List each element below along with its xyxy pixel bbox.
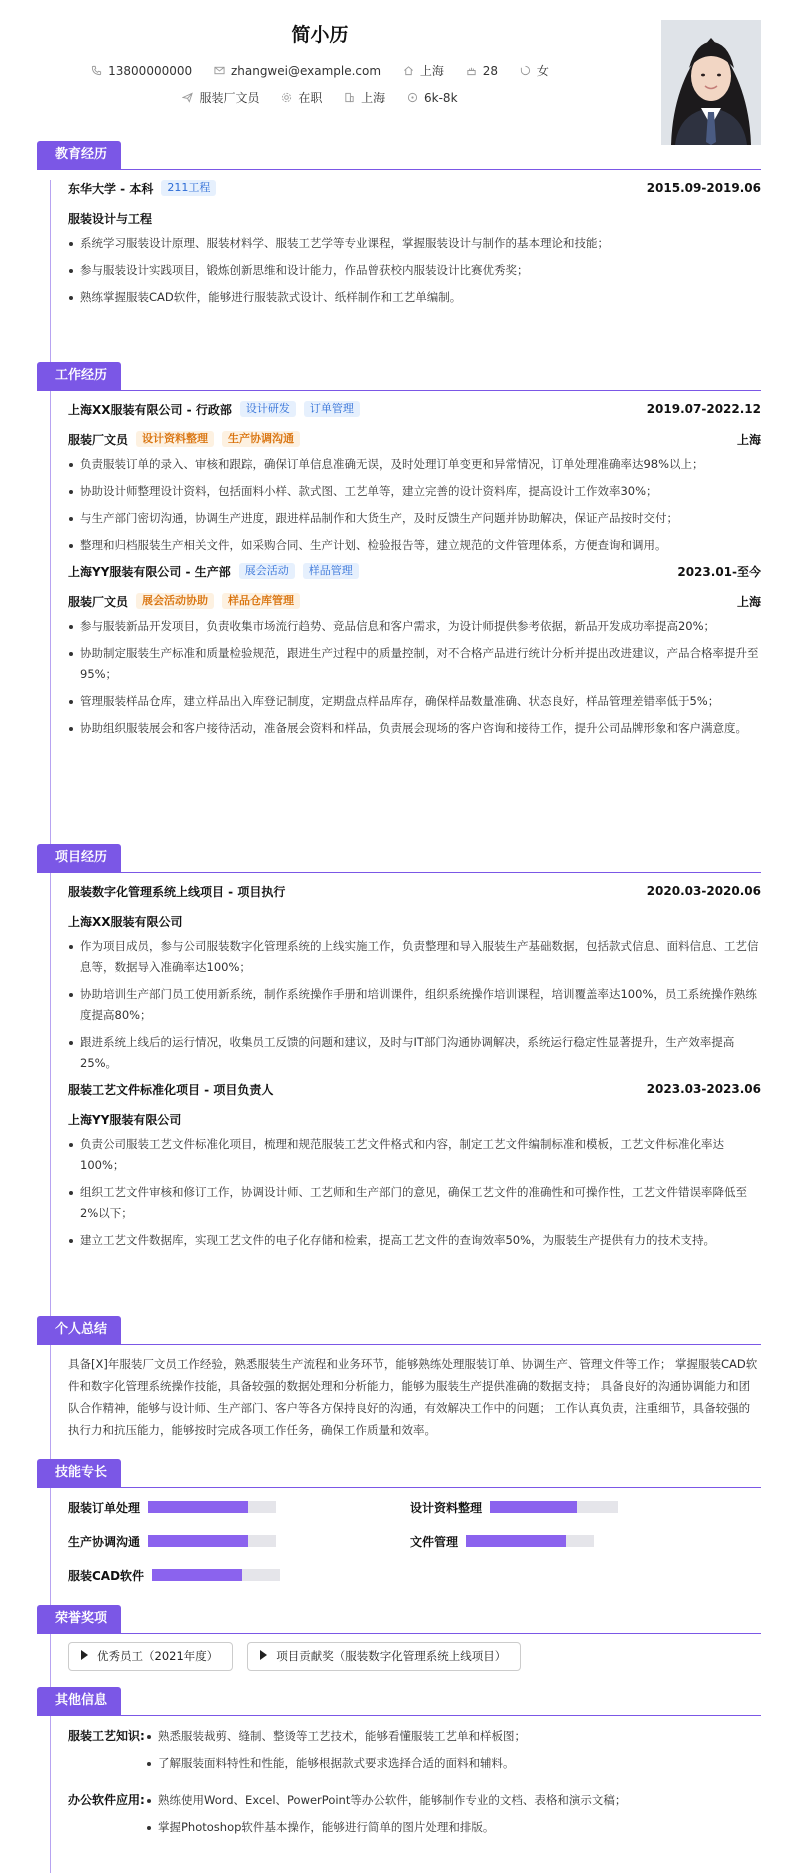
work-location: 上海	[736, 432, 761, 447]
other-label: 服装工艺知识:	[68, 1729, 145, 1743]
role-tag: 展会活动协助	[136, 593, 214, 609]
play-icon	[81, 1650, 88, 1660]
section-title: 教育经历	[37, 141, 121, 169]
list-item: 建立工艺文件数据库，实现工艺文件的电子化存储和检索，提高工艺文件的查询效率50%，为服装生产提供有力的技术支持。	[68, 1230, 761, 1251]
project-title: 服装工艺文件标准化项目 - 项目负责人	[68, 1082, 274, 1097]
profile-photo	[661, 20, 761, 145]
education-date: 2015.09-2019.06	[646, 181, 761, 195]
target-city-text: 上海	[361, 91, 386, 105]
section-title: 工作经历	[37, 362, 121, 390]
education-section	[37, 142, 761, 314]
list-item: 管理服装样品仓库，建立样品出入库登记制度，定期盘点样品库存，确保样品数量准确、状态良好，样品管理差错率低于5%；	[68, 691, 761, 712]
list-item: 熟练使用Word、Excel、PowerPoint等办公软件，能够制作专业的文档、表格和演示文稿；	[146, 1790, 626, 1811]
play-icon	[260, 1650, 267, 1660]
work-date: 2019.07-2022.12	[646, 402, 761, 416]
major	[68, 209, 761, 227]
list-item: 协助组织服装展会和客户接待活动，准备展会资料和样品，负责展会现场的客户咨询和接待工作，提升公司品牌形象和客户满意度。	[68, 718, 761, 739]
city-item	[403, 62, 444, 79]
work-section	[37, 363, 761, 745]
profile-photo-image	[661, 20, 761, 145]
projects-section	[37, 845, 761, 1257]
section-title: 个人总结	[37, 1316, 121, 1344]
summary-text: 具备[X]年服装厂文员工作经验，熟悉服装生产流程和业务环节，能够熟练处理服装订单、协调生产、管理文件等工作； 掌握服装CAD软件和数字化管理系统操作技能，具备较强的数据处理和分析能力，能够为服装生产提供准确的数据支持； 具备良好的沟通协调能力和团队合作精神，能够与设计师、生产部门、客户等各方保持良好的沟通，有效解决工作中的问题； 工作认真负责，注重细节，具备较强的执行力和抗压能力，能够按时完成各项工作任务，确保工作质量和效率。	[68, 1357, 758, 1437]
award-text: 项目贡献奖（服装数字化管理系统上线项目）	[276, 1649, 507, 1663]
home-icon	[403, 65, 414, 76]
list-item: 与生产部门密切沟通，协调生产进度，跟进样品制作和大货生产，及时反馈生产问题并协助解决，保证产品按时交付；	[68, 508, 761, 529]
list-item: 熟练掌握服装CAD软件，能够进行服装款式设计、纸样制作和工艺单编制。	[68, 287, 761, 308]
award-item	[247, 1642, 521, 1671]
project-date: 2020.03-2020.06	[646, 884, 761, 898]
phone-item	[91, 64, 192, 78]
skill-bar-fill	[148, 1535, 248, 1547]
list-item: 协助培训生产部门员工使用新系统，制作系统操作手册和培训课件，组织系统操作培训课程，培训覆盖率达100%，员工系统操作熟练度提高80%；	[68, 984, 761, 1026]
skill-bar-fill	[148, 1501, 248, 1513]
contact-row	[0, 62, 640, 79]
skill-bar	[148, 1501, 276, 1513]
building-icon	[344, 92, 355, 103]
skill-bar	[490, 1501, 618, 1513]
project-title: 服装数字化管理系统上线项目 - 项目执行	[68, 884, 286, 899]
award-text: 优秀员工（2021年度）	[97, 1649, 219, 1663]
awards-section	[37, 1606, 761, 1671]
other-section	[37, 1688, 761, 1844]
section-title: 技能专长	[37, 1459, 121, 1487]
skill-label: 设计资料整理	[410, 1500, 483, 1515]
gender-icon	[520, 65, 531, 76]
other-bullets	[146, 1726, 526, 1780]
status-item	[281, 89, 322, 106]
project-company	[68, 912, 761, 930]
school-name: 东华大学 - 本科	[68, 181, 154, 196]
city-text: 上海	[419, 64, 444, 78]
skill-item	[410, 1530, 752, 1552]
role-tag: 设计资料整理	[136, 431, 214, 447]
skill-label: 文件管理	[410, 1534, 459, 1549]
skill-bar	[148, 1535, 276, 1547]
major-text: 服装设计与工程	[68, 211, 153, 226]
company-tag: 设计研发	[240, 401, 296, 417]
list-item: 熟悉服装裁剪、缝制、整烫等工艺技术，能够看懂服装工艺单和样板图；	[146, 1726, 526, 1747]
work-role-row	[68, 430, 761, 448]
company-name: 上海XX服装有限公司 - 行政部	[68, 402, 232, 417]
email-text: zhangwei@example.com	[230, 64, 382, 78]
project-company-text: 上海YY服装有限公司	[68, 1112, 182, 1127]
summary-section	[37, 1317, 761, 1441]
project-company	[68, 1110, 761, 1128]
list-item: 整理和归档服装生产相关文件，如采购合同、生产计划、检验报告等，建立规范的文件管理体系，方便查询和调用。	[68, 535, 761, 556]
skill-item	[68, 1496, 410, 1518]
work-entry-head	[68, 562, 761, 580]
project-company-text: 上海XX服装有限公司	[68, 914, 183, 929]
list-item: 组织工艺文件审核和修订工作，协调设计师、工艺师和生产部门的意见，确保工艺文件的准确性和可操作性，工艺文件错误率降低至2%以下；	[68, 1182, 761, 1224]
work-date: 2023.01-至今	[677, 564, 761, 579]
project-bullets	[68, 1134, 761, 1251]
work-bullets	[68, 616, 761, 739]
other-header	[37, 1688, 761, 1716]
role-title: 服装厂文员	[68, 432, 129, 447]
target-city-item	[344, 89, 385, 106]
skills-header	[37, 1460, 761, 1488]
skill-label: 服装订单处理	[68, 1500, 141, 1515]
gender-text: 女	[536, 64, 549, 78]
job-intent-row	[0, 89, 640, 106]
other-bullets	[146, 1790, 626, 1844]
skill-label: 生产协调沟通	[68, 1534, 141, 1549]
other-row	[68, 1726, 761, 1780]
skill-bar	[466, 1535, 594, 1547]
email-item	[214, 64, 381, 78]
list-item: 负责公司服装工艺文件标准化项目，梳理和规范服装工艺文件格式和内容，制定工艺文件编制标准和模板，工艺文件标准化率达100%；	[68, 1134, 761, 1176]
skill-bar	[152, 1569, 280, 1581]
project-bullets	[68, 936, 761, 1074]
company-tag: 样品管理	[303, 563, 359, 579]
skill-label: 服装CAD软件	[68, 1568, 145, 1583]
other-row	[68, 1790, 761, 1844]
gender-item	[520, 62, 549, 79]
salary-item	[407, 91, 458, 105]
role-tag: 生产协调沟通	[222, 431, 300, 447]
age-icon	[466, 65, 477, 76]
list-item: 参与服装设计实践项目，锻炼创新思维和设计能力，作品曾获校内服装设计比赛优秀奖；	[68, 260, 761, 281]
skills-section	[37, 1460, 761, 1586]
list-item: 掌握Photoshop软件基本操作，能够进行简单的图片处理和排版。	[146, 1817, 626, 1838]
skill-item	[68, 1530, 410, 1552]
skill-bar-fill	[490, 1501, 577, 1513]
award-item	[68, 1642, 233, 1671]
role-tag: 样品仓库管理	[222, 593, 300, 609]
awards-list	[68, 1642, 761, 1671]
role-title: 服装厂文员	[68, 594, 129, 609]
salary-text: 6k-8k	[424, 91, 458, 105]
skill-bar-fill	[466, 1535, 566, 1547]
awards-header	[37, 1606, 761, 1634]
candidate-name: 简小历	[291, 24, 349, 46]
company-tag: 订单管理	[304, 401, 360, 417]
work-bullets	[68, 454, 761, 556]
skill-bar-fill	[152, 1569, 242, 1581]
mail-icon	[214, 65, 225, 76]
section-title: 项目经历	[37, 844, 121, 872]
section-title: 其他信息	[37, 1687, 121, 1715]
work-header	[37, 363, 761, 391]
school-tag: 211工程	[161, 180, 216, 196]
project-date: 2023.03-2023.06	[646, 1082, 761, 1096]
other-label: 办公软件应用:	[68, 1793, 145, 1807]
list-item: 作为项目成员，参与公司服装数字化管理系统的上线实施工作，负责整理和导入服装生产基础数据，包括款式信息、面料信息、工艺信息等，数据导入准确率达100%；	[68, 936, 761, 978]
list-item: 协助制定服装生产标准和质量检验规范，跟进生产过程中的质量控制，对不合格产品进行统计分析并提出改进建议，产品合格率提升至95%；	[68, 643, 761, 685]
education-header	[37, 142, 761, 170]
section-title: 荣誉奖项	[37, 1605, 121, 1633]
list-item: 系统学习服装设计原理、服装材料学、服装工艺学等专业课程，掌握服装设计与制作的基本理论和技能；	[68, 233, 761, 254]
list-item: 协助设计师整理设计资料，包括面料小样、款式图、工艺单等，建立完善的设计资料库，提高设计工作效率30%；	[68, 481, 761, 502]
status-text: 在职	[298, 91, 323, 105]
salary-icon	[407, 92, 418, 103]
age-text: 28	[482, 64, 499, 78]
phone-text: 13800000000	[108, 64, 193, 78]
status-icon	[281, 92, 292, 103]
summary-header	[37, 1317, 761, 1345]
work-location: 上海	[736, 594, 761, 609]
work-entry-head	[68, 400, 761, 418]
projects-header	[37, 845, 761, 873]
work-role-row	[68, 592, 761, 610]
position-text: 服装厂文员	[199, 91, 260, 105]
project-entry-head	[68, 882, 761, 900]
plane-icon	[182, 92, 193, 103]
list-item: 参与服装新品开发项目，负责收集市场流行趋势、竞品信息和客户需求，为设计师提供参考依据，新品开发成功率提高20%；	[68, 616, 761, 637]
age-item	[466, 64, 498, 78]
education-entry-head	[68, 179, 761, 197]
position-item	[182, 89, 259, 106]
list-item: 了解服装面料特性和性能，能够根据款式要求选择合适的面料和辅料。	[146, 1753, 526, 1774]
phone-icon	[91, 65, 102, 76]
list-item: 跟进系统上线后的运行情况，收集员工反馈的问题和建议，及时与IT部门沟通协调解决，系统运行稳定性显著提升，生产效率提高25%。	[68, 1032, 761, 1074]
list-item: 负责服装订单的录入、审核和跟踪，确保订单信息准确无误，及时处理订单变更和异常情况，订单处理准确率达98%以上；	[68, 454, 761, 475]
skill-item	[410, 1496, 752, 1518]
skills-grid	[68, 1496, 761, 1586]
education-bullets	[68, 233, 761, 308]
skill-item	[68, 1564, 410, 1586]
company-name: 上海YY服装有限公司 - 生产部	[68, 564, 231, 579]
project-entry-head	[68, 1080, 761, 1098]
company-tag: 展会活动	[239, 563, 295, 579]
